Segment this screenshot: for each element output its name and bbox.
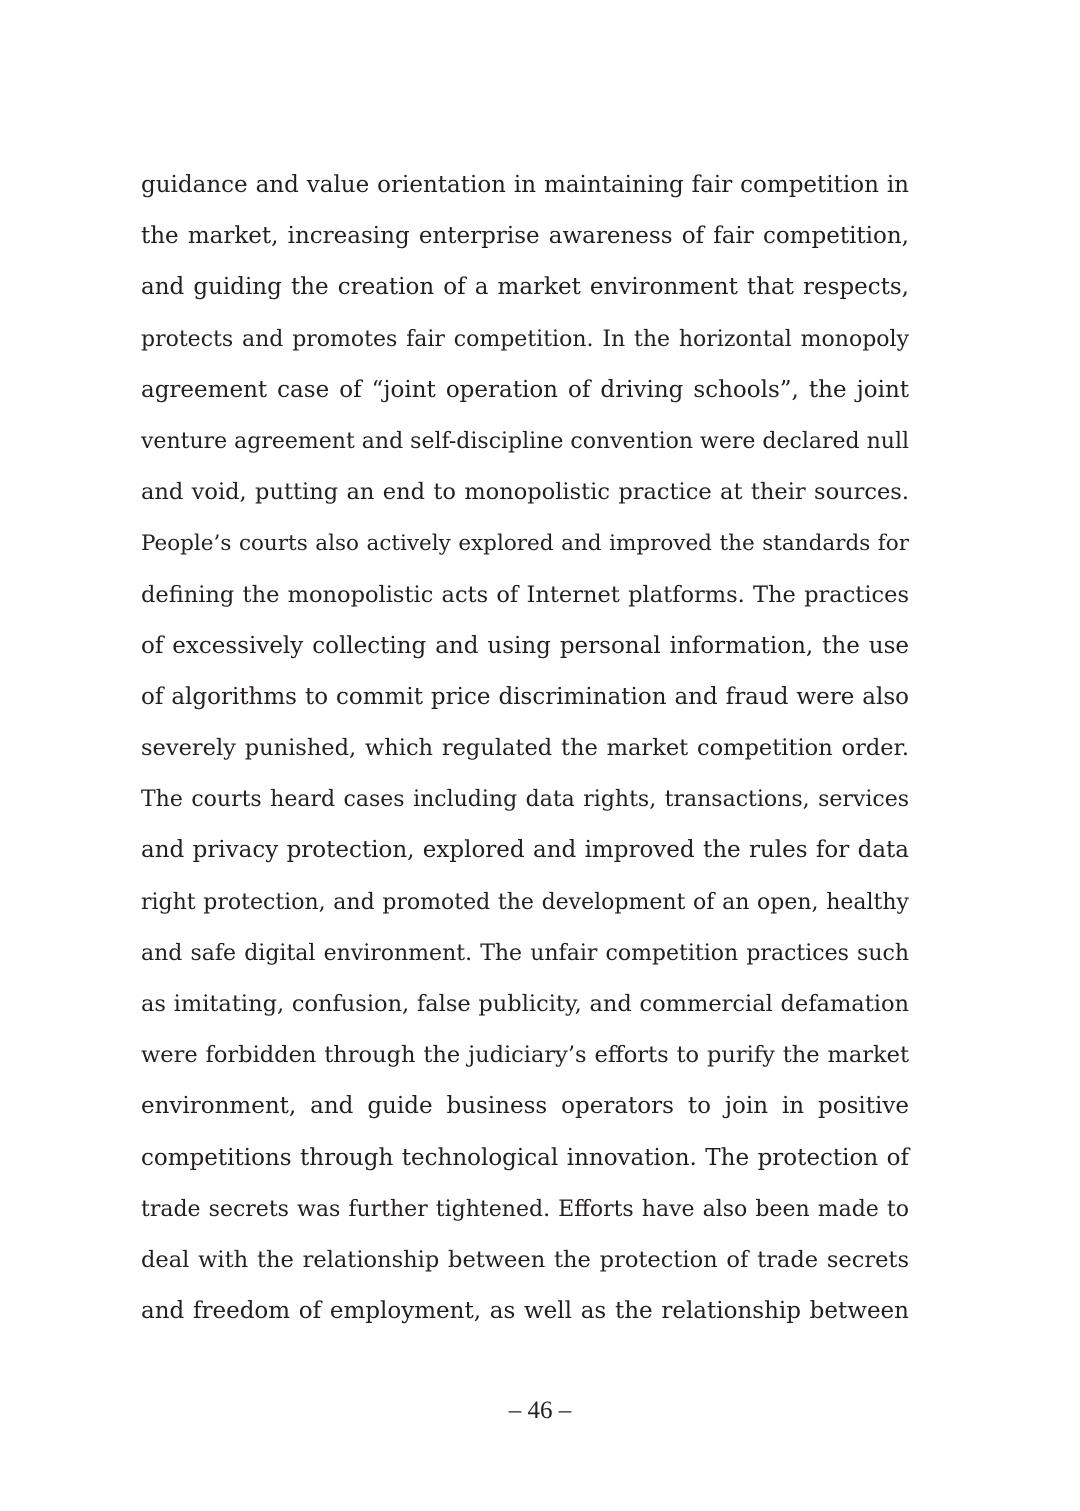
text-line: of excessively collecting and using personal information, the use — [141, 632, 909, 659]
text-line: and freedom of employment, as well as the relationship between — [141, 1298, 909, 1325]
text-line: trade secrets was further tightened. Efforts have also been made to — [141, 1196, 909, 1222]
page-number: – 46 – — [508, 1397, 572, 1424]
text-line: guidance and value orientation in maintaining fair competition in — [141, 172, 909, 198]
text-line: and guiding the creation of a market environment that respects, — [141, 274, 909, 301]
text-line: The courts heard cases including data rights, transactions, services — [141, 787, 909, 813]
text-line: and void, putting an end to monopolistic practice at their sources. — [141, 479, 909, 506]
text-line: competitions through technological innovation. The protection of — [141, 1144, 909, 1171]
text-line: defining the monopolistic acts of Internet platforms. The practices — [141, 581, 909, 608]
text-line: and safe digital environment. The unfair competition practices such — [141, 940, 909, 966]
text-line: severely punished, which regulated the market competition order. — [141, 735, 909, 762]
text-line: right protection, and promoted the development of an open, healthy — [141, 889, 909, 915]
text-line: deal with the relationship between the protection of trade secrets — [141, 1246, 909, 1273]
text-line: of algorithms to commit price discrimination and fraud were also — [141, 683, 909, 710]
text-line: the market, increasing enterprise awareness of fair competition, — [141, 223, 909, 250]
text-line: People’s courts also actively explored and improved the standards for — [141, 531, 909, 557]
text-line: agreement case of “joint operation of driving schools”, the joint — [141, 376, 909, 403]
text-line: environment, and guide business operators to join in positive — [141, 1093, 909, 1120]
text-line: venture agreement and self-discipline convention were declared null — [141, 428, 910, 454]
text-line: as imitating, confusion, false publicity, and commercial defamation — [141, 991, 909, 1017]
text-line: were forbidden through the judiciary’s efforts to purify the market — [141, 1042, 909, 1069]
text-line: protects and promotes fair competition. In the horizontal monopoly — [141, 326, 909, 352]
body-paragraph — [141, 160, 909, 1337]
text-line: and privacy protection, explored and improved the rules for data — [141, 837, 909, 864]
